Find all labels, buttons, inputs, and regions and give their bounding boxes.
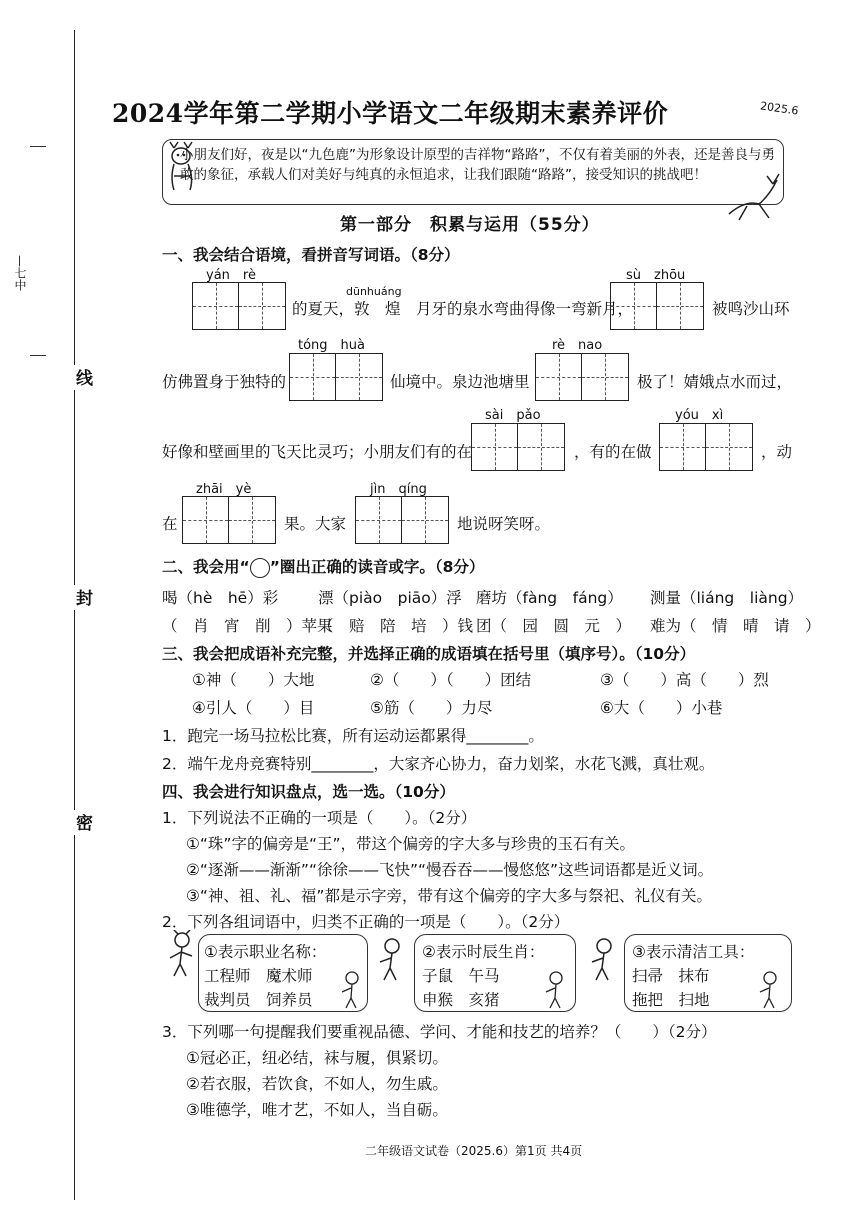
card-2-title: ②表示时辰生肖：: [422, 943, 545, 961]
binding-mark-xian: 线: [70, 365, 95, 390]
page-footer: 二年级语文试卷（2025.6）第1页 共4页: [365, 1144, 583, 1158]
deer-leaping-icon: [725, 170, 781, 222]
q2-item[interactable]: （ 肖 宵 削 ）苹果: [162, 617, 333, 635]
circle-icon: [250, 558, 270, 578]
card-3-title: ③表示清洁工具：: [632, 943, 755, 961]
q1-line4-text-c: 地说呀笑呀。: [457, 515, 551, 533]
q2-item[interactable]: 漂（piào piāo）浮: [318, 589, 462, 607]
date-stamp: 2025.6: [759, 99, 800, 118]
q1-line4-text-b: 果。大家: [284, 515, 347, 533]
part1-title: 第一部分 积累与运用（55分）: [340, 215, 600, 235]
card-1-line1: 工程师 魔术师: [204, 967, 313, 985]
card-3-line1: 扫帚 抹布: [632, 967, 710, 985]
binding-mark-feng: 封: [70, 585, 95, 610]
q2-heading-part-a: 二、我会用“: [162, 558, 250, 576]
deer-figure-icon: [372, 936, 408, 982]
binding-tick: [30, 146, 46, 147]
q4-item-1-option: ②“逐渐——渐渐”“徐徐——飞快”“慢吞吞——慢悠悠”这些词语都是近义词。: [186, 861, 714, 879]
writing-box-suzhou[interactable]: [610, 282, 704, 330]
q4-item-1-option: ③“神、祖、礼、福”都是示字旁，带有这个偏旁的字大多与祭祀、礼仪有关。: [186, 887, 712, 905]
pinyin-dunhuang: dūnhuáng: [346, 285, 402, 298]
pinyin-jinqing: jìn qíng: [370, 482, 427, 497]
q4-item-3[interactable]: 3．下列哪一句提醒我们要重视品德、学问、才能和技艺的培养？（ ）（2分）: [162, 1023, 717, 1041]
q1-line1-end: 被鸣沙山环: [712, 300, 790, 318]
pinyin-saipao: sài pǎo: [485, 408, 541, 423]
card-3-line2: 拖把 扫地: [632, 991, 710, 1009]
card-1-line2: 裁判员 饲养员: [204, 991, 313, 1009]
q4-item-3-option: ③唯德学，唯才艺，不如人，当自砺。: [186, 1101, 448, 1119]
q2-item[interactable]: 喝（hè hē）彩: [162, 589, 279, 607]
q1-heading: 一、我会结合语境，看拼音写词语。（8分）: [162, 246, 460, 264]
idiom-item[interactable]: ⑤筋（ ）力尽: [370, 699, 493, 717]
idiom-item[interactable]: ①神（ ）大地: [192, 671, 315, 689]
card-1-title: ①表示职业名称：: [204, 943, 327, 961]
q4-item-1-option: ①“珠”字的偏旁是“王”，带这个偏旁的字大多与珍贵的玉石有关。: [186, 835, 636, 853]
page-title: 2024学年第二学期小学语文二年级期末素养评价: [112, 99, 669, 128]
writing-box-yanre[interactable]: [192, 282, 286, 330]
q4-heading: 四、我会进行知识盘点，选一选。（10分）: [162, 783, 455, 801]
pinyin-yanre: yán rè: [206, 268, 256, 283]
q2-item[interactable]: 团（ 园 圆 元 ）: [476, 617, 632, 635]
binding-mark-mi: 密: [70, 810, 95, 835]
card-2-line1: 子鼠 午马: [422, 967, 500, 985]
idiom-item[interactable]: ②（ ）（ ）团结: [370, 671, 532, 689]
q1-line2-text-a: 仿佛置身于独特的: [162, 373, 287, 391]
pinyin-youxi: yóu xì: [675, 408, 724, 423]
pinyin-suzhou: sù zhōu: [626, 268, 686, 283]
deer-figure-icon: [754, 970, 784, 1010]
pinyin-tonghua: tóng huà: [298, 338, 365, 353]
binding-line: [74, 30, 75, 1200]
deer-figure-icon: [584, 936, 620, 982]
deer-figure-icon: [336, 970, 366, 1010]
writing-box-renao[interactable]: [535, 353, 629, 401]
q1-line2-text-c: 极了！婧娥点水而过，: [637, 373, 793, 391]
idiom-item[interactable]: ③（ ）高（ ）烈: [600, 671, 769, 689]
q4-item-2[interactable]: 2．下列各组词语中，归类不正确的一项是（ ）。（2分）: [162, 913, 570, 931]
q3-sentence-1[interactable]: 1．跑完一场马拉松比赛，所有运动运都累得________。: [162, 727, 544, 745]
q1-line3-text-c: ，动: [761, 443, 793, 461]
q2-heading: [162, 555, 484, 578]
q2-item[interactable]: （ 赔 陪 培 ）钱: [318, 617, 474, 635]
writing-box-youxi[interactable]: [659, 423, 753, 471]
q3-heading: 三、我会把成语补充完整，并选择正确的成语填在括号里（填序号）。（10分）: [162, 645, 696, 663]
writing-box-tonghua[interactable]: [289, 353, 383, 401]
writing-box-jinqing[interactable]: [355, 496, 449, 544]
idiom-item[interactable]: ⑥大（ ）小巷: [600, 699, 723, 717]
writing-box-saipao[interactable]: [471, 423, 565, 471]
idiom-item[interactable]: ④引人（ ）目: [192, 699, 315, 717]
deer-figure-icon: [160, 930, 198, 978]
deer-figure-icon: [540, 970, 570, 1010]
q4-item-3-option: ②若衣服，若饮食，不如人，勿生戚。: [186, 1075, 448, 1093]
card-2-line2: 申猴 亥猪: [422, 991, 500, 1009]
pinyin-zhaiye: zhāi yè: [196, 482, 252, 497]
q3-sentence-2[interactable]: 2．端午龙舟竞赛特别________，大家齐心协力，奋力划桨，水花飞溅，真壮观。: [162, 755, 715, 773]
writing-box-zhaiye[interactable]: [182, 496, 276, 544]
binding-tick: [30, 355, 46, 356]
q1-line3-text-b: ，有的在做: [574, 443, 652, 461]
q1-line1-text: 的夏天，敦 煌 月牙的泉水弯曲得像一弯新月，: [292, 300, 634, 318]
pinyin-renao: rè nao: [552, 338, 603, 353]
q1-line4-text-a: 在: [162, 515, 178, 533]
q4-item-3-option: ①冠必正，纽必结，袜与履，俱紧切。: [186, 1049, 448, 1067]
q2-item[interactable]: 磨坊（fàng fáng）: [476, 589, 623, 607]
intro-text: 小朋友们好，夜是以“九色鹿”为形象设计原型的吉祥物“路路”，不仅有着美丽的外表，还是善良与勇敢的象征，承载人们对美好与纯真的永恒追求，让我们跟随“路路”，接受知识的挑战吧！: [180, 147, 775, 183]
q4-item-1[interactable]: 1．下列说法不正确的一项是（ ）。（2分）: [162, 809, 477, 827]
class-name-label: —七中: [13, 255, 27, 291]
q2-item[interactable]: 难为（ 情 晴 请 ）: [650, 617, 821, 635]
q1-line2-text-b: 仙境中。泉边池塘里: [390, 373, 530, 391]
q2-heading-part-b: ”圈出正确的读音或字。（8分）: [269, 558, 485, 576]
q1-line3-text-a: 好像和壁画里的飞天比灵巧；小朋友们有的在: [162, 443, 473, 461]
q2-item[interactable]: 测量（liáng liàng）: [650, 589, 804, 607]
